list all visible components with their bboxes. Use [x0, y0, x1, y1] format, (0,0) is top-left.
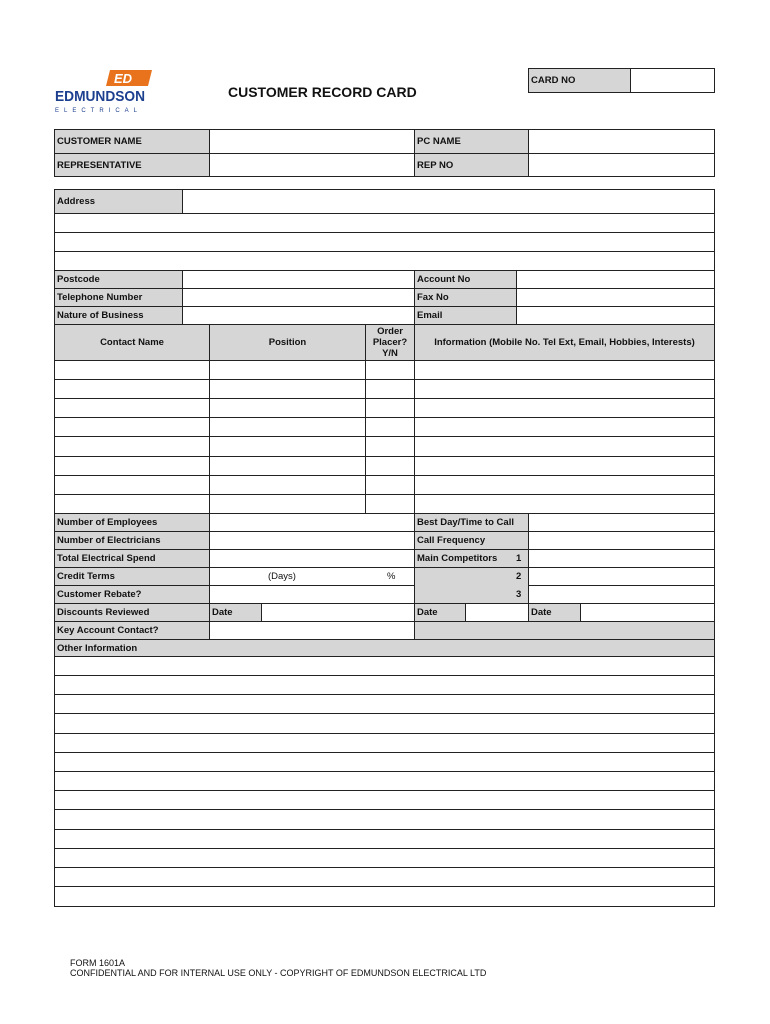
confidential-notice: CONFIDENTIAL AND FOR INTERNAL USE ONLY - COPYRIGHT OF EDMUNDSON ELECTRICAL LTD	[70, 968, 487, 978]
electrical-spend-label: Total Electrical Spend	[55, 550, 209, 567]
spend-field[interactable]	[210, 550, 414, 567]
rebate-field[interactable]	[210, 586, 414, 603]
svg-text:ED: ED	[114, 71, 133, 86]
customer-rebate-label: Customer Rebate?	[55, 586, 209, 603]
contact-name-header: Contact Name	[55, 325, 209, 360]
fax-no-field[interactable]	[517, 289, 714, 306]
address-field[interactable]	[183, 190, 714, 213]
postcode-label: Postcode	[55, 271, 182, 288]
representative-field[interactable]	[210, 154, 414, 176]
pc-name-field[interactable]	[529, 130, 714, 153]
discount-date-label-3: Date	[529, 604, 580, 621]
competitor-number-1: 1	[516, 553, 522, 564]
information-header: Information (Mobile No. Tel Ext, Email, Hobbies, Interests)	[415, 325, 714, 360]
discount-date-field-3[interactable]	[581, 604, 714, 621]
order-placer-header: Order Placer? Y/N	[366, 325, 414, 360]
account-no-label: Account No	[415, 271, 516, 288]
electricians-field[interactable]	[210, 532, 414, 549]
main-competitors-label	[415, 550, 528, 603]
nature-of-business-label: Nature of Business	[55, 307, 182, 324]
competitor-number-3: 3	[516, 589, 522, 600]
page-title: CUSTOMER RECORD CARD	[228, 84, 417, 100]
main-competitors-text: Main Competitors	[417, 553, 498, 564]
email-field[interactable]	[517, 307, 714, 324]
call-frequency-field[interactable]	[529, 532, 714, 549]
account-no-field[interactable]	[517, 271, 714, 288]
key-account-field[interactable]	[210, 622, 414, 639]
key-account-label: Key Account Contact?	[55, 622, 209, 639]
discount-date-label-2: Date	[415, 604, 465, 621]
rep-no-field[interactable]	[529, 154, 714, 176]
discount-date-field-2[interactable]	[466, 604, 528, 621]
nature-field[interactable]	[183, 307, 414, 324]
discount-date-label-1: Date	[210, 604, 261, 621]
rep-no-label: REP NO	[415, 154, 528, 176]
logo-mark-icon	[54, 68, 156, 114]
fax-no-label: Fax No	[415, 289, 516, 306]
other-information-label: Other Information	[55, 640, 714, 656]
credit-terms-label: Credit Terms	[55, 568, 209, 585]
postcode-field[interactable]	[183, 271, 414, 288]
competitor-3-field[interactable]	[529, 586, 714, 603]
competitor-2-field[interactable]	[529, 568, 714, 585]
competitor-1-field[interactable]	[529, 550, 714, 567]
company-logo	[54, 68, 156, 114]
discount-date-field-1[interactable]	[262, 604, 414, 621]
credit-percent-text: %	[387, 571, 396, 582]
svg-text:ELECTRICAL: ELECTRICAL	[55, 108, 143, 114]
employees-label: Number of Employees	[55, 514, 209, 531]
customer-name-field[interactable]	[210, 130, 414, 153]
employees-field[interactable]	[210, 514, 414, 531]
competitor-number-2: 2	[516, 571, 522, 582]
representative-label: REPRESENTATIVE	[55, 154, 209, 176]
credit-days-text: (Days)	[268, 571, 296, 582]
electricians-label: Number of Electricians	[55, 532, 209, 549]
position-header: Position	[210, 325, 365, 360]
call-frequency-label: Call Frequency	[415, 532, 528, 549]
best-day-field[interactable]	[529, 514, 714, 531]
address-label: Address	[55, 190, 182, 213]
card-no-label: CARD NO	[529, 69, 630, 92]
pc-name-label: PC NAME	[415, 130, 528, 153]
customer-name-label: CUSTOMER NAME	[55, 130, 209, 153]
telephone-label: Telephone Number	[55, 289, 182, 306]
card-no-field[interactable]	[631, 69, 714, 92]
credit-terms-field[interactable]	[210, 568, 414, 585]
svg-text:EDMUNDSON: EDMUNDSON	[55, 88, 145, 105]
discounts-reviewed-label: Discounts Reviewed	[55, 604, 209, 621]
key-account-right-shade	[415, 622, 714, 639]
best-day-label: Best Day/Time to Call	[415, 514, 528, 531]
email-label: Email	[415, 307, 516, 324]
form-number: FORM 1601A	[70, 958, 126, 968]
telephone-field[interactable]	[183, 289, 414, 306]
